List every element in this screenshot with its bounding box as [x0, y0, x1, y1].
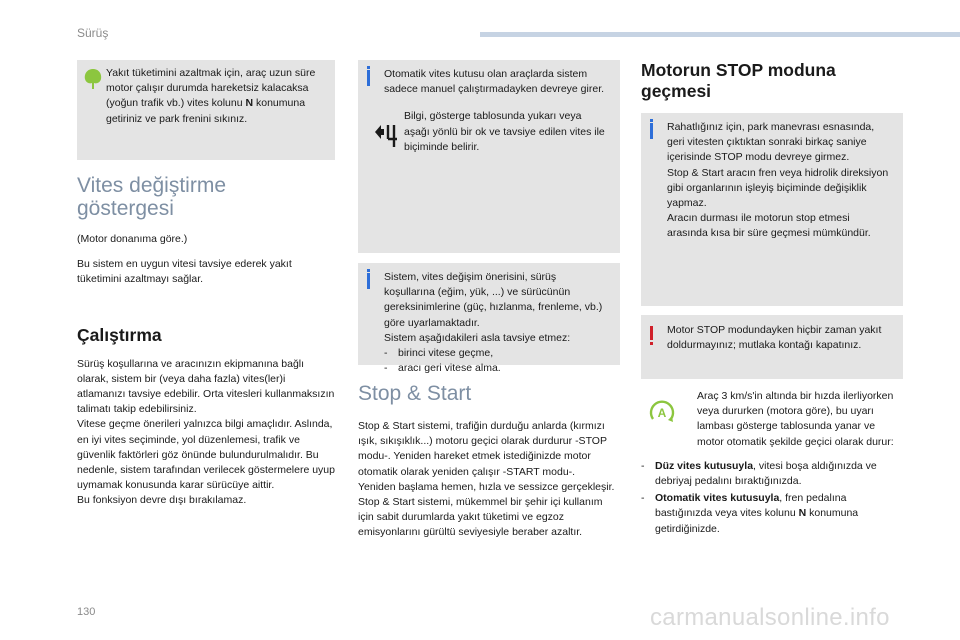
stop-start-title: Stop & Start [358, 382, 472, 405]
list-item: - aracı geri vitese alma. [384, 362, 501, 375]
list-item: - Otomatik vites kutusuyla, fren pedalına bastığınızda veya vites kolunu N konumuna getirdiğinizde. [641, 492, 859, 535]
header-bar [480, 32, 960, 37]
column-3 [641, 60, 903, 537]
svg-text:A: A [657, 406, 667, 420]
stop-mode-title: Motorun STOP moduna geçmesi [641, 60, 836, 101]
info-icon [650, 119, 653, 122]
operation-body: Sürüş koşullarına ve aracınızın ekipmanına bağlı olarak, sistem bir (veya daha fazla) vites(ler)i atlamanızı tavsiye edebilir. Orta vitesleri kullanmaksızın talimatı takip edebilirsiniz. Vitese geçme önerileri yalnızca bilgi amaçlıdır. Aslında, en iyi vites seçiminde, yol düzenlemesi, trafik ve güvenlik faktörleri göz önünde bulundurulmalıdır. Bu nedenle, sistem tarafından verilecek göstermelere uyup uymamak konusunda karar sürücüye aittir. Bu fonksiyon devre dışı bırakılamaz. [77, 357, 335, 507]
eco-tip-text: Yakıt tüketimini azaltmak için, araç uzun süre motor çalışır durumda hareketsiz kalacaksa (yoğun trafik vb.) vites kolunu N konumuna getiriniz ve park frenini sıkınız. [106, 67, 316, 125]
stop-lamp-row [641, 389, 903, 450]
info-automatic-text: Otomatik vites kutusu olan araçlarda sistem sadece manuel çalıştırmadayken devreye girer. [384, 68, 605, 96]
warning-box [641, 315, 903, 379]
gear-indicator-intro: Bu sistem en uygun vitesi tavsiye ederek yakıt tüketimini azaltmayı sağlar. [77, 258, 292, 286]
eco-tip-box [77, 60, 335, 160]
warning-text: Motor STOP modundayken hiçbir zaman yakıt doldurmayınız; mutlaka kontağı kapatınız. [667, 324, 882, 352]
column-1 [77, 60, 335, 509]
watermark: carmanualsonline.info [650, 604, 890, 631]
info-system-text: Sistem, vites değişim önerisini, sürüş koşullarına (eğim, yük, ...) ve sürücünün gereksinimlerine (güç, hızlanma, frenleme, vb.) göre uyarlamaktadır. Sistem aşağıdakileri asla tavsiye etmez: [384, 271, 603, 344]
indicator-text: Bilgi, gösterge tablosunda yukarı veya aşağı yönlü bir ok ve tavsiye edilen vites ile biçiminde belirir. [404, 110, 605, 153]
operation-heading: Çalıştırma [77, 324, 162, 345]
stop-start-body: Stop & Start sistemi, trafiğin durduğu anlarda (kırmızı ışık, sıkışıklık...) motoru geçici olarak durdurur -STOP modu-. Yeniden hareket etmek istediğinizde motor otomatik olarak yeniden çalışır -START modu-. Yeniden başlama hemen, hızla ve sessizce gerçekleşir. Stop & Start sistemi, mükemmel bir şehir içi kullanım için sabit durumlarda yakıt tüketimi ve egzoz emisyonlarını gürültü seviyesiyle beraber azaltır. [358, 420, 615, 539]
conditions-list [641, 459, 903, 537]
indicator-row [384, 109, 608, 155]
warning-icon [650, 326, 653, 340]
stop-mode-info-text: Rahatlığınız için, park manevrası esnasında, geri vitesten çıktıktan sonraki birkaç saniye içerisinde STOP modu devreye girmez. Stop & Start aracın fren veya hidrolik direksiyon gibi organlarının işleyiş biçiminde değişiklik yapmaz. Aracın durması ile motorun stop etmesi arasında kısa bir süre geçmesi mümkündür. [667, 121, 889, 240]
page-number: 130 [77, 606, 96, 618]
info-icon [367, 269, 370, 272]
header-section-label: Sürüş [77, 26, 109, 40]
gear-indicator-title: Vites değiştirme göstergesi [77, 174, 227, 220]
list-item: - birinci vitese geçme, [384, 347, 494, 360]
info-box-automatic [358, 60, 620, 253]
info-box-stop-mode [641, 113, 903, 306]
gear-shift-indicator-icon [372, 119, 402, 149]
info-box-system [358, 263, 620, 375]
column-2 [358, 60, 620, 541]
eco-leaf-icon [83, 68, 103, 90]
stop-lamp-text: Araç 3 km/s'in altında bir hızda ilerliyorken veya dururken (motora göre), bu uyarı lambası gösterge tablosunda yanar ve motor otomatik şekilde geçici olarak durur: [697, 390, 894, 448]
list-item: - Düz vites kutusuyla, vitesi boşa aldığınızda ve debriyaj pedalını bıraktığınızda. [641, 459, 877, 488]
engine-note: (Motor donanıma göre.) [77, 233, 188, 245]
info-icon [367, 66, 370, 69]
auto-stop-lamp-icon [648, 399, 676, 425]
